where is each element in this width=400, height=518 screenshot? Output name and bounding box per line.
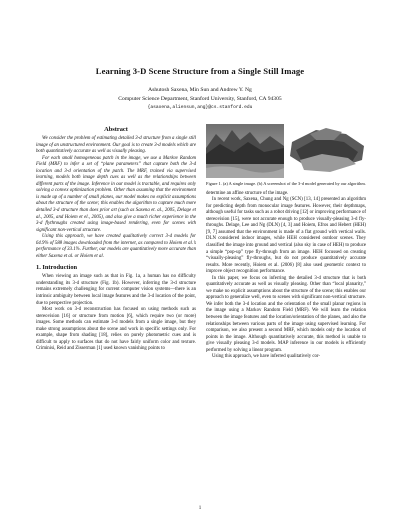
paper-title: Learning 3-D Scene Structure from a Single Still Image bbox=[95, 66, 305, 76]
abstract-paragraph: Using this approach, we have created qualitatively correct 3-d models for 64.9% of 588 images downloaded from the internet, as compared to Hoiem et al.’s performance of 33.1%. Further, our models are quantitatively more accurate than either Saxena et al. or Hoiem et al. bbox=[36, 234, 196, 259]
right-column bbox=[206, 124, 366, 361]
abstract-paragraph: We consider the problem of estimating detailed 3-d structure from a single still image of an unstructured environment. Our goal is to create 3-d models which are both quantitatively accurate as well as visually pleasing. bbox=[36, 136, 196, 155]
page-number: 1 bbox=[198, 506, 202, 511]
body-paragraph: determine an affine structure of the image. bbox=[206, 190, 289, 196]
figure-1 bbox=[206, 124, 366, 178]
section-heading-introduction: 1. Introduction bbox=[36, 264, 78, 272]
body-paragraph: Using this approach, we have inferred qualitatively cor- bbox=[212, 354, 321, 360]
author-list: Ashutosh Saxena, Min Sun and Andrew Y. Ng bbox=[148, 87, 252, 93]
figure-1-caption: Figure 1. (a) A single image. (b) A screenshot of the 3-d model generated by our algorithm. bbox=[206, 181, 366, 186]
body-paragraph: Most work on 3-d reconstruction has focused on using methods such as stereovision [16] or structure from motion [6], which require two (or more) images. Some methods can estimate 3-d models from a single image, but they make strong assumptions about the scene and work in specific settings only. For example, shape from shading [18], relies on purely photometric cues and is difficult to apply to surfaces that do not have fairly uniform color and texture. Criminisi, Reid and Zisserman [1] used known vanishing points to bbox=[36, 307, 196, 352]
body-paragraph: When viewing an image such as that in Fig. 1a, a human has no difficulty understanding its 3-d structure (Fig. 1b). However, inferring the 3-d structure remains extremely challenging for current computer vision systems—there is an intrinsic ambiguity between local image features and the 3-d location of the point, due to perspective projection. bbox=[36, 274, 196, 306]
figure-1a-photo bbox=[206, 124, 284, 178]
figure-1b-3d-model bbox=[286, 124, 366, 178]
abstract-heading: Abstract bbox=[104, 126, 128, 133]
body-paragraph: In recent work, Saxena, Chung and Ng (SCN) [13, 14] presented an algorithm for predicting depth from monocular image features. However, their depthmaps, although useful for tasks such as a robot driving [12] or improving performance of stereovision [15], were not accurate enough to produce visually-pleasing 3-d fly-throughs. Delage, Lee and Ng (DLN) [4, 3] and Hoiem, Efros and Hebert (HEH) [9, 7] assumed that the environment is made of a flat ground with vertical walls. DLN considered indoor images, while HEH considered outdoor scenes. They classified the image into ground and vertical (also sky in case of HEH) to produce a simple “pop-up” type fly-through from an image. HEH focussed on creating “visually-pleasing” fly-throughs, but do not produce quantitatively accurate results. More recently, Hoiem et al. (2006) [8] also used geometric context to improve object recognition performance. bbox=[206, 197, 366, 275]
author-emails: {asaxena,aliensun,ang}@cs.stanford.edu bbox=[147, 105, 253, 110]
affiliation: Computer Science Department, Stanford University, Stanford, CA 94305 bbox=[118, 96, 282, 102]
left-column bbox=[36, 126, 196, 353]
body-paragraph: In this paper, we focus on inferring the detailed 3-d structure that is both quantitatively accurate as well as visually pleasing. Other than “local planarity,” we make no explicit assumptions about the structure of the scene; this enables our approach to generalize well, even to scenes with significant non-vertical structure. We infer both the 3-d location and the orientation of the small planar regions in the image using a Markov Random Field (MRF). We will learn the relation between the image features and the location/orientation of the planes, and also the relationships between various parts of the image using supervised learning. For comparison, we also present a second MRF, which models only the location of points in the image. Although quantitatively accurate, this method is unable to give visually pleasing 3-d models. MAP inference in our models is efficiently performed by solving a linear program. bbox=[206, 275, 366, 353]
abstract-paragraph: For each small homogeneous patch in the image, we use a Markov Random Field (MRF) to infer a set of “plane parameters” that capture both the 3-d location and 3-d orientation of the patch. The MRF, trained via supervised learning, models both image depth cues as well as the relationships between different parts of the image. Inference in our model is tractable, and requires only solving a convex optimization problem. Other than assuming that the environment is made up of a number of small planes, our model makes no explicit assumptions about the structure of the scene; this enables the algorithm to capture much more detailed 3-d structure than does prior art (such as Saxena et. al., 2005, Delage et al., 2005, and Hoiem et el., 2005), and also give a much richer experience in the 3-d flythroughs created using image-based rendering, even for scenes with significant non-vertical structure. bbox=[36, 155, 196, 233]
